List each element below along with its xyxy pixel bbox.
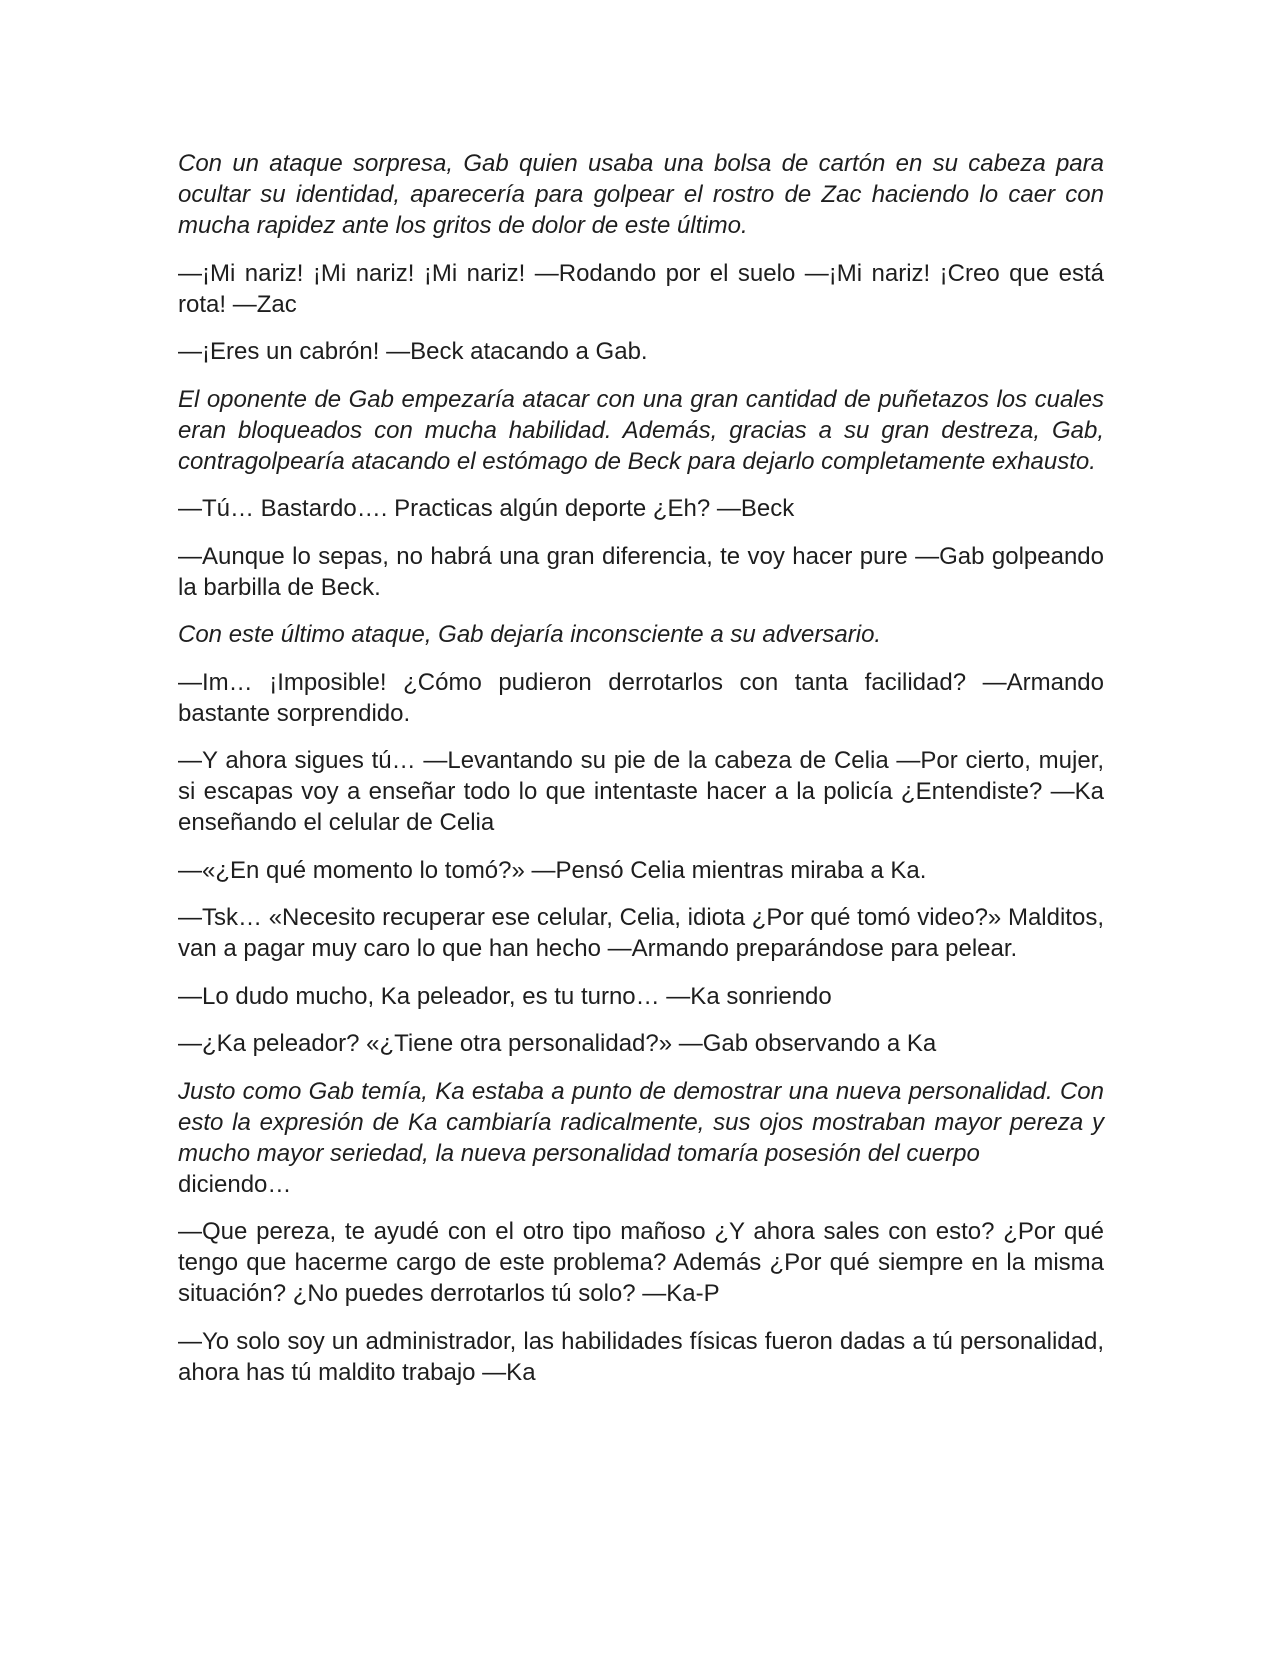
dialogue-paragraph: —¡Eres un cabrón! —Beck atacando a Gab. <box>178 338 648 365</box>
dialogue-paragraph: —¿Ka peleador? «¿Tiene otra personalidad?» —Gab observando a Ka <box>178 1030 937 1057</box>
dialogue-paragraph: —Y ahora sigues tú… —Levantando su pie de la cabeza de Celia —Por cierto, mujer, si escapas voy a enseñar todo lo que intentaste hacer a la policía ¿Entendiste? —Ka enseñando el celular de Celia <box>178 747 1104 836</box>
dialogue-paragraph: —Tsk… «Necesito recuperar ese celular, Celia, idiota ¿Por qué tomó video?» Malditos, van a pagar muy caro lo que han hecho —Armando preparándose para pelear. <box>178 904 1104 962</box>
dialogue-paragraph: —¡Mi nariz! ¡Mi nariz! ¡Mi nariz! —Rodando por el suelo —¡Mi nariz! ¡Creo que está rota! —Zac <box>178 259 1104 318</box>
dialogue-paragraph: —«¿En qué momento lo tomó?» —Pensó Celia mientras miraba a Ka. <box>178 856 927 884</box>
dialogue-paragraph: —Tú… Bastardo…. Practicas algún deporte ¿Eh? —Beck <box>178 495 795 522</box>
dialogue-paragraph: —Aunque lo sepas, no habrá una gran diferencia, te voy hacer pure —Gab golpeando la barbilla de Beck. <box>178 542 1104 601</box>
dialogue-paragraph: —Yo solo soy un administrador, las habilidades físicas fueron dadas a tú personalidad, ahora has tú maldito trabajo —Ka <box>178 1327 1104 1386</box>
dialogue-paragraph: —Lo dudo mucho, Ka peleador, es tu turno… —Ka sonriendo <box>178 982 832 1010</box>
narration-paragraph: El oponente de Gab empezaría atacar con una gran cantidad de puñetazos los cuales eran bloqueados con mucha habilidad. Además, gracias a su gran destreza, Gab, contragolpearía atacando el estómago de Beck para dejarlo completamente exhausto. <box>178 385 1104 475</box>
narration-tail: diciendo… <box>178 1170 292 1198</box>
dialogue-paragraph: —Que pereza, te ayudé con el otro tipo mañoso ¿Y ahora sales con esto? ¿Por qué tengo que hacerme cargo de este problema? Además ¿Por qué siempre en la misma situación? ¿No puedes derrotarlos tú solo? —Ka-P <box>178 1218 1104 1307</box>
narration-paragraph: Con este último ataque, Gab dejaría inconsciente a su adversario. <box>178 621 882 648</box>
narration-paragraph <box>178 1076 1104 1200</box>
document-page <box>178 148 1104 1404</box>
dialogue-paragraph: —Im… ¡Imposible! ¿Cómo pudieron derrotarlos con tanta facilidad? —Armando bastante sorprendido. <box>178 668 1104 727</box>
narration-text: Justo como Gab temía, Ka estaba a punto de demostrar una nueva personalidad. Con esto la expresión de Ka cambiaría radicalmente, sus ojos mostraban mayor pereza y mucho mayor seriedad, la nueva personalidad tomaría posesión del cuerpo <box>178 1077 1104 1167</box>
narration-paragraph: Con un ataque sorpresa, Gab quien usaba una bolsa de cartón en su cabeza para ocultar su identidad, aparecería para golpear el rostro de Zac haciendo lo caer con mucha rapidez ante los gritos de dolor de este último. <box>178 150 1104 239</box>
